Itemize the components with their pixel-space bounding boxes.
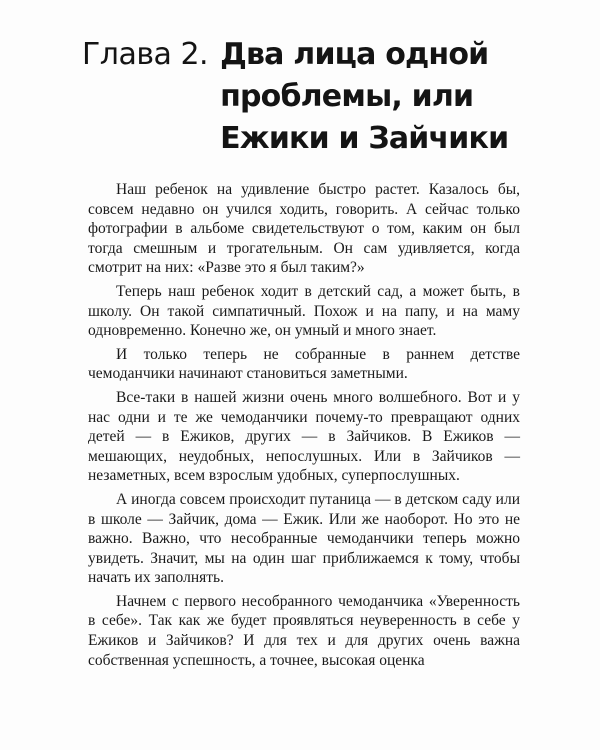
paragraph: Все-таки в нашей жизни очень много волшебного. Вот и у нас одни и те же чемоданчики почему-то превращают одних детей — в Ежиков, других — в Зайчиков. В Ежиков — мешающих, неудобных, непослушных. Или в Зайчиков — незаметных, всем взрослым удобных, суперпослушных.: [88, 388, 520, 485]
paragraph: И только теперь не собранные в раннем детстве чемоданчики начинают становиться заметными.: [88, 345, 520, 383]
chapter-label: Глава 2.: [82, 37, 209, 72]
paragraph: Наш ребенок на удивление быстро растет. Казалось бы, совсем недавно он учился ходить, говорить. А сейчас только фотографии в альбоме свидетельствуют о том, каким он был тогда смешным и трогательным. Он сам удивляется, когда смотрит на них: «Разве это я был таким?»: [88, 181, 520, 277]
paragraph: Начнем с первого несобранного чемоданчика «Уверенность в себе». Так как же будет проявляться неуверенность в себе у Ежиков и Зайчиков? И для тех и для других очень важна собственная успешность, а точнее, высокая оценка: [88, 592, 520, 669]
chapter-title: Два лица одной проблемы, или Ежики и Зайчики: [220, 37, 509, 156]
chapter-heading: [82, 34, 582, 160]
paragraph: А иногда совсем происходит путаница — в детском саду или в школе — Зайчик, дома — Ежик. Или же наоборот. Но это не важно. Важно, что несобранные чемоданчики теперь можно увидеть. Значит, мы на один шаг приближаемся к тому, чтобы начать их заполнять.: [88, 490, 520, 587]
chapter-body: [88, 180, 520, 674]
paragraph: Теперь наш ребенок ходит в детский сад, а может быть, в школу. Он такой симпатичный. Похож и на папу, и на маму одновременно. Конечно же, он умный и много знает.: [88, 282, 520, 340]
